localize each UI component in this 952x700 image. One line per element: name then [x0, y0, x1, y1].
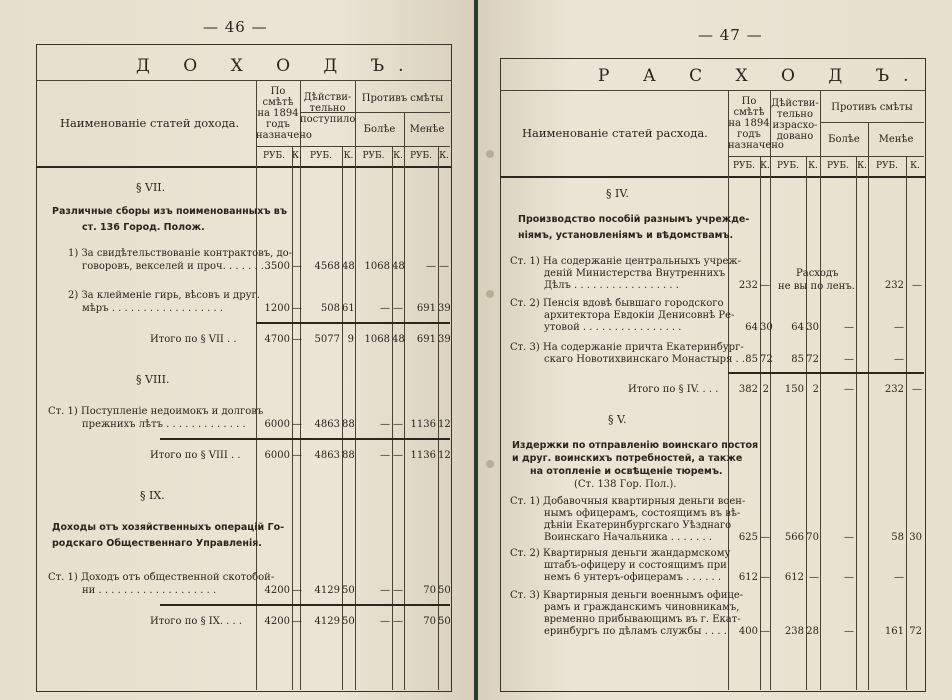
cell-actual: 4863 — [314, 419, 340, 430]
col-line — [806, 156, 807, 690]
col-line — [760, 156, 761, 690]
total-rule — [728, 372, 924, 374]
section-title: ст. 136 Город. Полож. — [82, 222, 205, 233]
cell-more: — — [380, 616, 390, 627]
cell-actual: 566 — [784, 532, 804, 543]
punch-hole — [486, 290, 494, 298]
cell-more: — — [380, 450, 390, 461]
header-less: Менѣе — [878, 134, 914, 145]
cell-kop: 12 — [438, 450, 451, 461]
right-page — [478, 0, 952, 700]
cell-kop: 50 — [342, 585, 355, 596]
col-line — [856, 156, 857, 690]
header-rub: РУБ. — [262, 151, 286, 161]
section-heading: § VIII. — [136, 373, 170, 386]
total-rule — [160, 604, 450, 606]
cell-more: — — [380, 303, 390, 314]
cell-estimate: 4700 — [264, 334, 290, 345]
header-actual: Дѣйстви- тельно израсхо- довано — [771, 98, 819, 142]
cell-kop: 30 — [760, 322, 773, 333]
cell-kop: — — [760, 626, 770, 637]
header-rub: РУБ. — [732, 161, 756, 171]
cell-kop: — — [912, 384, 922, 395]
header-rule — [256, 146, 450, 147]
section-title: Производство пособій разнымъ учрежде- — [518, 214, 750, 225]
cell-kop: — — [393, 303, 403, 314]
cell-less: 232 — [884, 384, 904, 395]
cell-less: — — [894, 572, 904, 583]
col-line — [292, 146, 293, 690]
header-bottom-rule — [500, 176, 925, 178]
header-kop: К. — [343, 151, 354, 161]
item-text: скаго Новотихвинскаго Монастыря . . — [544, 354, 746, 365]
item-text: утовой . . . . . . . . . . . . . . . . — [544, 322, 682, 333]
item-text: прежнихъ лѣтъ . . . . . . . . . . . . . — [82, 419, 246, 430]
total-label: Итого по § IV. . . . — [628, 384, 719, 395]
cell-kop: — — [760, 280, 770, 291]
cell-kop: 30 — [806, 322, 819, 333]
title-rule — [500, 90, 925, 91]
cell-estimate: 4200 — [264, 616, 290, 627]
cell-more: 1068 — [364, 334, 390, 345]
header-rub: РУБ. — [776, 161, 800, 171]
cell-kop: — — [292, 261, 302, 272]
cell-kop: 50 — [438, 585, 451, 596]
note-text: не вы по ленъ. — [778, 281, 855, 292]
cell-kop: 2 — [762, 384, 769, 395]
header-more: Болѣе — [828, 134, 860, 145]
cell-more: — — [844, 384, 854, 395]
page-number: — 47 — — [698, 26, 763, 44]
cell-kop: — — [292, 616, 302, 627]
cell-less: — — [894, 354, 904, 365]
section-title: Издержки по отправленію воинскаго постоя — [512, 440, 759, 451]
header-rub: РУБ. — [362, 151, 385, 161]
item-text: 1) За свидѣтельствованіе контрактовъ, до- — [68, 248, 293, 259]
item-text: Ст. 1) Поступленіе недоимокъ и долговъ — [48, 406, 264, 417]
cell-kop: — — [760, 572, 770, 583]
cell-estimate: 382 — [738, 384, 758, 395]
header-kop: К. — [439, 151, 449, 161]
cell-kop: 72 — [909, 626, 922, 637]
item-text: еринбургъ по дѣламъ службы . . . . — [544, 626, 727, 637]
header-kop: К. — [857, 161, 867, 171]
cell-kop: — — [292, 585, 302, 596]
header-estimate: По смѣтѣ на 1894 годъ назначено — [256, 86, 312, 141]
cell-more: — — [380, 585, 390, 596]
header-rub: РУБ. — [409, 151, 433, 161]
cell-kop: 88 — [342, 419, 355, 430]
cell-kop: — — [393, 585, 403, 596]
header-rule — [820, 122, 924, 123]
item-text: мѣръ . . . . . . . . . . . . . . . . . . — [82, 303, 224, 314]
cell-kop: — — [760, 532, 770, 543]
item-text: Ст. 3) Квартирныя деньги военнымъ офице- — [510, 590, 744, 601]
punch-hole — [486, 460, 494, 468]
item-text: дѣніи Екатеринбургскаго Уѣзднаго — [544, 520, 732, 531]
item-text: Ст. 3) На содержаніе причта Екатеринбург- — [510, 342, 744, 353]
item-text: Ст. 2) Квартирныя деньги жандармскому — [510, 548, 731, 559]
header-estimate: По смѣтѣ на 1894 годъ назначено — [728, 96, 784, 151]
cell-estimate: 6000 — [264, 450, 290, 461]
cell-estimate: 232 — [738, 280, 758, 291]
cell-less: 70 — [423, 616, 436, 627]
cell-more: — — [844, 626, 854, 637]
cell-estimate: 4200 — [264, 585, 290, 596]
item-text: ни . . . . . . . . . . . . . . . . . . . — [82, 585, 217, 596]
item-text: Ст. 2) Пенсія вдовѣ бывшаго городского — [510, 298, 724, 309]
cell-more: — — [844, 354, 854, 365]
left-page — [0, 0, 474, 700]
header-actual: Дѣйстви- тельно поступило — [300, 92, 356, 125]
col-line — [256, 80, 257, 690]
cell-actual: 508 — [320, 303, 340, 314]
cell-less: 70 — [423, 585, 436, 596]
cell-more: 1068 — [364, 261, 390, 272]
header-kop: К. — [760, 161, 770, 171]
cell-kop: 28 — [806, 626, 819, 637]
cell-more: — — [844, 322, 854, 333]
cell-actual: 85 — [791, 354, 804, 365]
header-kop: К. — [808, 161, 818, 171]
cell-kop: — — [292, 450, 302, 461]
cell-kop: 2 — [812, 384, 819, 395]
item-text: временно прибывающимъ въ г. Екат- — [544, 614, 741, 625]
item-text: Дѣлъ . . . . . . . . . . . . . . . . . — [544, 280, 679, 291]
cell-estimate: 6000 — [264, 419, 290, 430]
header-bottom-rule — [36, 166, 451, 168]
cell-actual: 4863 — [314, 450, 340, 461]
page-title: Д О Х О Д Ъ. — [136, 56, 418, 76]
header-vs-estimate: Противъ смѣты — [831, 102, 913, 113]
cell-less: 1136 — [410, 419, 436, 430]
cell-kop: 48 — [342, 261, 355, 272]
cell-kop: — — [393, 419, 403, 430]
total-label: Итого по § VII . . — [150, 334, 237, 345]
header-name: Наименованіе статей расхода. — [522, 126, 708, 140]
col-line — [392, 146, 393, 690]
cell-kop: 70 — [806, 532, 819, 543]
section-title: Доходы отъ хозяйственныхъ операцій Го- — [52, 522, 285, 533]
cell-kop: 50 — [342, 616, 355, 627]
cell-actual: 612 — [784, 572, 804, 583]
cell-less: 691 — [416, 303, 436, 314]
item-text: Ст. 1) Доходъ отъ общественной скотобой- — [48, 572, 275, 583]
item-text: Воинскаго Начальника . . . . . . . — [544, 532, 713, 543]
cell-actual: 5077 — [314, 334, 340, 345]
item-text: 2) За клейменіе гирь, вѣсовъ и друг. — [68, 290, 260, 301]
cell-less: 1136 — [410, 450, 436, 461]
item-text: немъ 6 унтеръ-офицерамъ . . . . . . — [544, 572, 722, 583]
cell-kop: — — [393, 450, 403, 461]
col-line — [438, 146, 439, 690]
item-text: штабъ-офицеру и состоящимъ при — [544, 560, 727, 571]
cell-kop: 88 — [342, 450, 355, 461]
col-line — [300, 80, 301, 690]
section-title: на отопленіе и освѣщеніе тюремъ. — [530, 466, 723, 477]
cell-estimate: 400 — [738, 626, 758, 637]
header-kop: К. — [910, 161, 920, 171]
cell-kop: — — [809, 572, 819, 583]
item-text: говоровъ, векселей и проч. . . . . . . . — [82, 261, 271, 272]
total-label: Итого по § VIII . . — [150, 450, 241, 461]
item-text: Ст. 1) Добавочныя квартирныя деньги воен- — [510, 496, 746, 507]
cell-kop: 30 — [909, 532, 922, 543]
cell-kop: 61 — [342, 303, 355, 314]
item-text: нымъ офицерамъ, состоящимъ въ вѣ- — [544, 508, 741, 519]
section-heading: § IV. — [606, 187, 629, 200]
cell-kop: 72 — [760, 354, 773, 365]
section-title: родскаго Общественнаго Управленія. — [52, 538, 262, 549]
header-kop: К. — [393, 151, 403, 161]
section-heading: § IX. — [140, 489, 165, 502]
section-title: и друг. воинскихъ потребностей, а также — [512, 453, 743, 464]
cell-actual: 150 — [784, 384, 804, 395]
cell-kop: 9 — [347, 334, 354, 345]
col-line — [355, 80, 356, 690]
cell-estimate: 1200 — [264, 303, 290, 314]
header-less: Менѣе — [409, 124, 445, 135]
section-title: ніямъ, установленіямъ и вѣдомствамъ. — [518, 230, 734, 241]
punch-hole — [486, 150, 494, 158]
header-rub: РУБ. — [309, 151, 333, 161]
cell-less: 161 — [884, 626, 904, 637]
cell-kop: 48 — [392, 261, 405, 272]
page-number: — 46 — — [203, 18, 268, 36]
cell-estimate: 85 — [745, 354, 758, 365]
cell-more: — — [380, 419, 390, 430]
cell-less: — — [426, 261, 436, 272]
header-rub: РУБ. — [826, 161, 850, 171]
header-kop: К. — [292, 151, 302, 161]
header-rule — [728, 156, 924, 157]
cell-actual: 4129 — [314, 616, 340, 627]
cell-kop: — — [393, 616, 403, 627]
section-heading: § VII. — [136, 181, 166, 194]
cell-kop: 72 — [806, 354, 819, 365]
cell-kop: 39 — [438, 303, 451, 314]
cell-less: 58 — [891, 532, 904, 543]
item-text: рамъ и гражданскимъ чиновникамъ, — [544, 602, 740, 613]
cell-estimate: 612 — [738, 572, 758, 583]
col-line — [906, 156, 907, 690]
cell-kop: 48 — [392, 334, 405, 345]
total-rule — [160, 438, 450, 440]
note-text: Расходъ — [796, 268, 839, 279]
cell-actual: 238 — [784, 626, 804, 637]
total-rule — [256, 322, 450, 324]
col-line — [868, 122, 869, 690]
cell-kop: — — [912, 280, 922, 291]
cell-kop: — — [292, 419, 302, 430]
cell-actual: 64 — [791, 322, 804, 333]
cell-estimate: 3500 — [264, 261, 290, 272]
cell-less: 232 — [884, 280, 904, 291]
header-vs-estimate: Противъ смѣты — [361, 93, 444, 104]
page-title: Р А С Х О Д Ъ. — [598, 66, 923, 86]
cell-kop: — — [292, 334, 302, 345]
cell-actual: 4568 — [314, 261, 340, 272]
cell-estimate: 64 — [745, 322, 758, 333]
cell-more: — — [844, 532, 854, 543]
cell-actual: 4129 — [314, 585, 340, 596]
title-rule — [36, 80, 451, 81]
section-subtitle: (Ст. 138 Гор. Пол.). — [574, 479, 677, 490]
header-rub: РУБ. — [875, 161, 899, 171]
cell-kop: — — [439, 261, 449, 272]
cell-less: — — [894, 322, 904, 333]
section-heading: § V. — [608, 413, 627, 426]
total-label: Итого по § IX. . . . — [150, 616, 243, 627]
section-title: Различные сборы изъ поименованныхъ въ — [52, 206, 287, 217]
header-more: Болѣе — [363, 124, 396, 135]
cell-less: 691 — [416, 334, 436, 345]
cell-kop: — — [292, 303, 302, 314]
header-name: Наименованіе статей дохода. — [60, 116, 240, 130]
cell-more: — — [844, 572, 854, 583]
cell-kop: 12 — [438, 419, 451, 430]
col-line — [342, 146, 343, 690]
cell-estimate: 625 — [738, 532, 758, 543]
cell-kop: 50 — [438, 616, 451, 627]
item-text: архитектора Евдокіи Денисовнѣ Ре- — [544, 310, 735, 321]
item-text: Ст. 1) На содержаніе центральныхъ учреж- — [510, 256, 741, 267]
item-text: деній Министерства Внутреннихъ — [544, 268, 726, 279]
cell-kop: 39 — [438, 334, 451, 345]
